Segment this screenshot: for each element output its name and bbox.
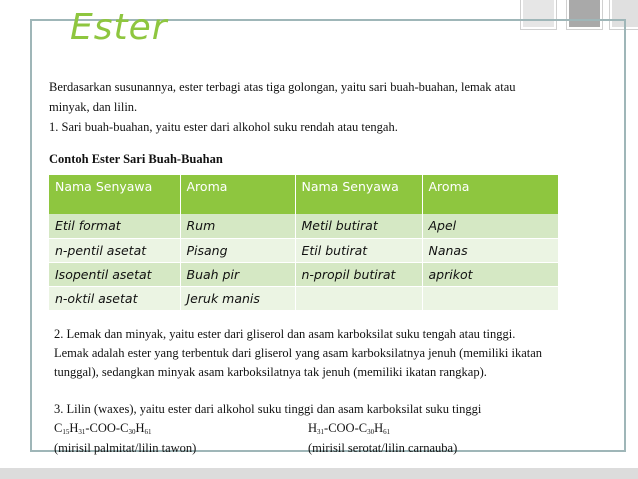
formula-text: H (374, 421, 384, 435)
formula-subscript: 30 (128, 428, 136, 436)
intro-line: Berdasarkan susunannya, ester terbagi atas tiga golongan, yaitu sari buah-buahan, lemak atau (49, 80, 516, 94)
formula-text: H (308, 421, 318, 435)
formula-name-serotate: (mirisil serotat/lilin carnauba) (308, 441, 458, 455)
table-cell: n-propil butirat (295, 262, 422, 286)
table-cell: Jeruk manis (180, 286, 295, 310)
table-row (49, 214, 559, 238)
point-3: 3. Lilin (waxes), yaitu ester dari alkohol suku tinggi dan asam karboksilat suku tinggi (54, 402, 482, 416)
table-row (49, 286, 559, 310)
table-cell: Etil format (49, 214, 180, 238)
point-2-line: tunggal), sedangkan minyak asam karboksilatnya tak jenuh (memiliki ikatan rangkap). (54, 365, 487, 379)
formula-text: H (69, 421, 79, 435)
point-2 (54, 325, 638, 382)
formula-subscript: 30 (367, 428, 375, 436)
table-cell: Isopentil asetat (49, 262, 180, 286)
formula-subscript: 31 (78, 428, 86, 436)
formula-subscript: 61 (383, 428, 391, 436)
formula-text: -COO-C (85, 421, 129, 435)
table-cell: Pisang (180, 238, 295, 262)
slide-title: Ester (70, 7, 168, 48)
table-header: Aroma (180, 175, 295, 214)
bottom-bar (0, 468, 638, 479)
point-2-line: Lemak adalah ester yang terbentuk dari gliserol yang asam karboksilatnya jenuh (memiliki ikatan (54, 346, 543, 360)
table-cell: n-oktil asetat (49, 286, 180, 310)
table-caption: Contoh Ester Sari Buah-Buahan (49, 152, 223, 166)
table-header: Aroma (422, 175, 559, 214)
formula-subscript: 31 (317, 428, 325, 436)
formula-text: -COO-C (324, 421, 368, 435)
table-cell: Etil butirat (295, 238, 422, 262)
formula-text: H (135, 421, 145, 435)
point-1: 1. Sari buah-buahan, yaitu ester dari alkohol suku rendah atau tengah. (49, 120, 398, 134)
point-2-line: 2. Lemak dan minyak, yaitu ester dari gliserol dan asam karboksilat suku tengah atau tinggi. (54, 327, 516, 341)
intro-line: minyak, dan lilin. (49, 100, 138, 114)
table-row (49, 262, 559, 286)
formula-name-palmitate: (mirisil palmitat/lilin tawon) (54, 441, 197, 455)
formula-subscript: 15 (62, 428, 70, 436)
table-header: Nama Senyawa (49, 175, 180, 214)
table-cell: Apel (422, 214, 559, 238)
table-cell (295, 286, 422, 310)
table-cell: Buah pir (180, 262, 295, 286)
formula-text: C (54, 421, 63, 435)
table-cell: Nanas (422, 238, 559, 262)
table-header: Nama Senyawa (295, 175, 422, 214)
intro-paragraph (49, 77, 609, 117)
table-header-row (49, 175, 559, 214)
table-cell (422, 286, 559, 310)
ester-table (49, 175, 559, 311)
table-cell: Rum (180, 214, 295, 238)
formula-subscript: 61 (144, 428, 152, 436)
table-cell: Metil butirat (295, 214, 422, 238)
table-cell: aprikot (422, 262, 559, 286)
table-row (49, 238, 559, 262)
table-cell: n-pentil asetat (49, 238, 180, 262)
